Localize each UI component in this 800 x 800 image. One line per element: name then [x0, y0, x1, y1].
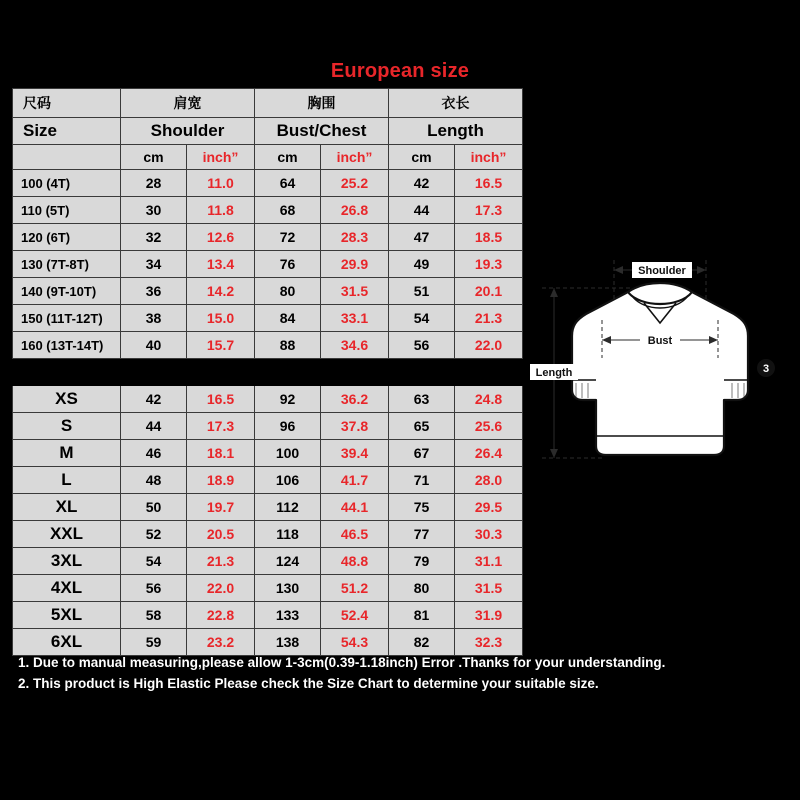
table-row: [13, 548, 523, 575]
cell-size: 4XL: [13, 575, 121, 602]
bust-measure-label: Bust: [647, 335, 673, 347]
cell-length-inch: 19.3: [455, 251, 523, 278]
cell-bust-inch: 25.2: [321, 170, 389, 197]
cell-bust-inch: 41.7: [321, 467, 389, 494]
cell-length-cm: 42: [389, 170, 455, 197]
table-row: [13, 440, 523, 467]
cell-shoulder-inch: 11.0: [187, 170, 255, 197]
notes: [18, 652, 788, 694]
cell-size: 100 (4T): [13, 170, 121, 197]
table-row: [13, 521, 523, 548]
table-header-cn: [13, 89, 523, 118]
cell-size: L: [13, 467, 121, 494]
header-size: Size: [13, 118, 121, 145]
shoulder-measure-label: Shoulder: [638, 265, 686, 277]
cell-bust-inch: 48.8: [321, 548, 389, 575]
cell-shoulder-inch: 15.0: [187, 305, 255, 332]
table-header-units: [13, 145, 523, 170]
cell-shoulder-cm: 40: [121, 332, 187, 359]
cell-bust-cm: 118: [255, 521, 321, 548]
table-row: [13, 224, 523, 251]
table-row: [13, 251, 523, 278]
cell-length-inch: 26.4: [455, 440, 523, 467]
note-2: 2. This product is High Elastic Please check the Size Chart to determine your suitable size.: [18, 676, 599, 691]
cell-shoulder-cm: 58: [121, 602, 187, 629]
note-1: 1. Due to manual measuring,please allow 1-3cm(0.39-1.18inch) Error .Thanks for your understanding.: [18, 655, 666, 670]
cell-shoulder-inch: 14.2: [187, 278, 255, 305]
table-row: [13, 575, 523, 602]
header-cn-length: 衣长: [389, 89, 523, 118]
cell-size: XL: [13, 494, 121, 521]
table-header-en: [13, 118, 523, 145]
table-row: [13, 332, 523, 359]
cell-length-cm: 80: [389, 575, 455, 602]
cell-bust-cm: 84: [255, 305, 321, 332]
cell-shoulder-cm: 42: [121, 386, 187, 413]
cell-shoulder-cm: 36: [121, 278, 187, 305]
table-group-separator: [13, 359, 523, 386]
cell-shoulder-cm: 38: [121, 305, 187, 332]
cell-size: 5XL: [13, 602, 121, 629]
cell-shoulder-inch: 16.5: [187, 386, 255, 413]
cell-length-inch: 25.6: [455, 413, 523, 440]
unit-bust-cm: cm: [255, 145, 321, 170]
cell-length-inch: 31.9: [455, 602, 523, 629]
cell-bust-inch: 37.8: [321, 413, 389, 440]
cell-length-cm: 82: [389, 629, 455, 656]
cell-length-cm: 51: [389, 278, 455, 305]
cell-bust-inch: 46.5: [321, 521, 389, 548]
cell-length-cm: 65: [389, 413, 455, 440]
badge-number: 3: [762, 363, 770, 375]
cell-length-inch: 20.1: [455, 278, 523, 305]
unit-length-cm: cm: [389, 145, 455, 170]
cell-bust-inch: 39.4: [321, 440, 389, 467]
cell-shoulder-inch: 23.2: [187, 629, 255, 656]
cell-length-cm: 75: [389, 494, 455, 521]
cell-size: XXL: [13, 521, 121, 548]
cell-bust-cm: 106: [255, 467, 321, 494]
cell-length-cm: 81: [389, 602, 455, 629]
header-cn-bust: 胸围: [255, 89, 389, 118]
table-row: [13, 467, 523, 494]
cell-length-cm: 63: [389, 386, 455, 413]
cell-size: 110 (5T): [13, 197, 121, 224]
size-table: [12, 88, 523, 656]
cell-shoulder-inch: 15.7: [187, 332, 255, 359]
cell-bust-cm: 88: [255, 332, 321, 359]
cell-length-inch: 16.5: [455, 170, 523, 197]
page-title: European size: [330, 60, 470, 82]
cell-bust-cm: 112: [255, 494, 321, 521]
cell-shoulder-inch: 17.3: [187, 413, 255, 440]
cell-length-cm: 56: [389, 332, 455, 359]
cell-size: 150 (11T-12T): [13, 305, 121, 332]
unit-shoulder-cm: cm: [121, 145, 187, 170]
cell-size: S: [13, 413, 121, 440]
cell-size: 130 (7T-8T): [13, 251, 121, 278]
cell-shoulder-inch: 18.1: [187, 440, 255, 467]
cell-size: 3XL: [13, 548, 121, 575]
unit-length-inch: inch”: [455, 145, 523, 170]
cell-shoulder-cm: 44: [121, 413, 187, 440]
cell-shoulder-cm: 48: [121, 467, 187, 494]
header-length: Length: [389, 118, 523, 145]
cell-bust-inch: 44.1: [321, 494, 389, 521]
cell-shoulder-cm: 54: [121, 548, 187, 575]
cell-bust-inch: 36.2: [321, 386, 389, 413]
cell-length-cm: 77: [389, 521, 455, 548]
cell-size: 160 (13T-14T): [13, 332, 121, 359]
cell-shoulder-inch: 18.9: [187, 467, 255, 494]
cell-size: 140 (9T-10T): [13, 278, 121, 305]
table-row: [13, 494, 523, 521]
length-measure-label: Length: [535, 367, 573, 379]
cell-shoulder-inch: 22.8: [187, 602, 255, 629]
cell-shoulder-inch: 22.0: [187, 575, 255, 602]
cell-shoulder-cm: 32: [121, 224, 187, 251]
cell-shoulder-cm: 30: [121, 197, 187, 224]
cell-bust-inch: 54.3: [321, 629, 389, 656]
cell-bust-cm: 64: [255, 170, 321, 197]
cell-bust-inch: 26.8: [321, 197, 389, 224]
cell-bust-cm: 92: [255, 386, 321, 413]
cell-bust-cm: 100: [255, 440, 321, 467]
cell-length-inch: 31.1: [455, 548, 523, 575]
cell-shoulder-cm: 59: [121, 629, 187, 656]
table-row: [13, 197, 523, 224]
table-row: [13, 170, 523, 197]
cell-bust-inch: 51.2: [321, 575, 389, 602]
cell-size: 6XL: [13, 629, 121, 656]
cell-length-inch: 21.3: [455, 305, 523, 332]
cell-bust-inch: 34.6: [321, 332, 389, 359]
cell-size: 120 (6T): [13, 224, 121, 251]
cell-shoulder-inch: 11.8: [187, 197, 255, 224]
cell-bust-cm: 96: [255, 413, 321, 440]
table-row: [13, 413, 523, 440]
cell-bust-inch: 28.3: [321, 224, 389, 251]
cell-length-cm: 67: [389, 440, 455, 467]
cell-bust-inch: 33.1: [321, 305, 389, 332]
table-row: [13, 305, 523, 332]
unit-shoulder-inch: inch”: [187, 145, 255, 170]
cell-bust-cm: 130: [255, 575, 321, 602]
garment-diagram: [528, 240, 788, 500]
cell-bust-inch: 29.9: [321, 251, 389, 278]
cell-bust-inch: 52.4: [321, 602, 389, 629]
table-row: [13, 602, 523, 629]
cell-length-cm: 71: [389, 467, 455, 494]
cell-bust-cm: 124: [255, 548, 321, 575]
cell-shoulder-inch: 12.6: [187, 224, 255, 251]
cell-bust-inch: 31.5: [321, 278, 389, 305]
garment-svg: [528, 240, 788, 500]
header-bust: Bust/Chest: [255, 118, 389, 145]
size-table-container: [12, 88, 522, 656]
cell-bust-cm: 76: [255, 251, 321, 278]
cell-length-inch: 31.5: [455, 575, 523, 602]
cell-size: XS: [13, 386, 121, 413]
cell-bust-cm: 68: [255, 197, 321, 224]
cell-length-inch: 29.5: [455, 494, 523, 521]
cell-shoulder-cm: 50: [121, 494, 187, 521]
cell-length-inch: 18.5: [455, 224, 523, 251]
header-shoulder: Shoulder: [121, 118, 255, 145]
cell-length-cm: 49: [389, 251, 455, 278]
cell-length-inch: 32.3: [455, 629, 523, 656]
table-row: [13, 278, 523, 305]
unit-blank: [13, 145, 121, 170]
cell-shoulder-cm: 46: [121, 440, 187, 467]
cell-shoulder-inch: 21.3: [187, 548, 255, 575]
cell-length-cm: 47: [389, 224, 455, 251]
cell-length-inch: 28.0: [455, 467, 523, 494]
header-cn-shoulder: 肩宽: [121, 89, 255, 118]
cell-length-inch: 24.8: [455, 386, 523, 413]
cell-size: M: [13, 440, 121, 467]
header-cn-size: 尺码: [13, 89, 121, 118]
cell-bust-cm: 138: [255, 629, 321, 656]
cell-bust-cm: 133: [255, 602, 321, 629]
unit-bust-inch: inch”: [321, 145, 389, 170]
cell-length-inch: 22.0: [455, 332, 523, 359]
cell-shoulder-cm: 28: [121, 170, 187, 197]
cell-shoulder-inch: 19.7: [187, 494, 255, 521]
cell-shoulder-inch: 13.4: [187, 251, 255, 278]
cell-bust-cm: 80: [255, 278, 321, 305]
cell-shoulder-inch: 20.5: [187, 521, 255, 548]
cell-shoulder-cm: 52: [121, 521, 187, 548]
cell-length-cm: 79: [389, 548, 455, 575]
cell-shoulder-cm: 34: [121, 251, 187, 278]
cell-length-cm: 44: [389, 197, 455, 224]
cell-length-inch: 17.3: [455, 197, 523, 224]
cell-shoulder-cm: 56: [121, 575, 187, 602]
table-row: [13, 386, 523, 413]
cell-bust-cm: 72: [255, 224, 321, 251]
cell-length-cm: 54: [389, 305, 455, 332]
cell-length-inch: 30.3: [455, 521, 523, 548]
